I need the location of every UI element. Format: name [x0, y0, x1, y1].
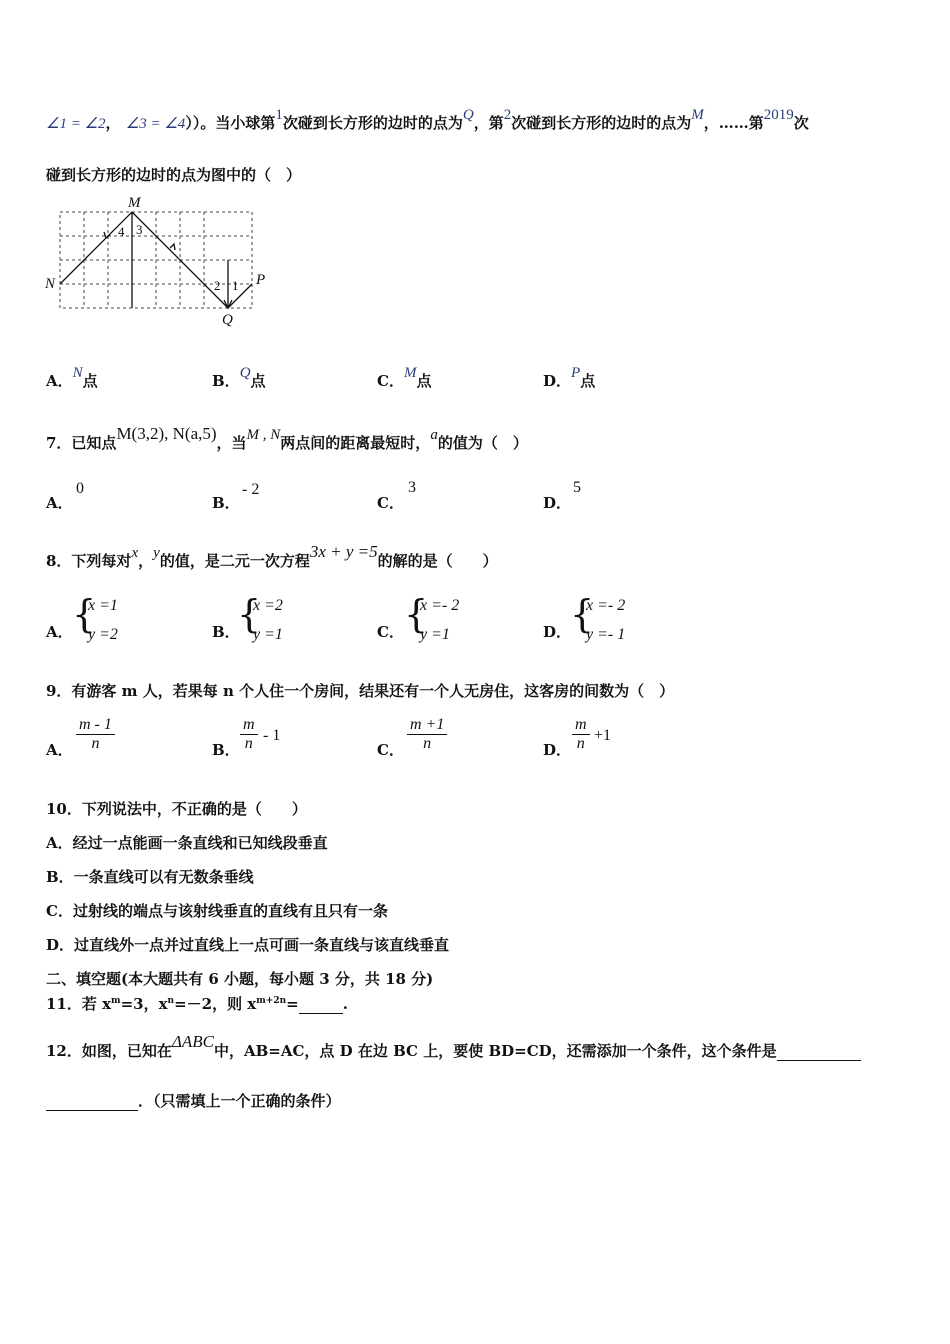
- option-letter: B．: [212, 741, 240, 759]
- q6-n3: 2019: [763, 107, 794, 123]
- q6-option-d[interactable]: [543, 365, 596, 391]
- q8-option-a-l2: y =2: [88, 626, 118, 643]
- q8-stem: [46, 542, 498, 571]
- q9-option-d-fraction: [572, 716, 590, 753]
- q8-suffix: 的解的是（ ）: [377, 552, 498, 570]
- fraction-numerator: m - 1: [76, 716, 115, 735]
- q10-stem: 10．下列说法中，不正确的是（ ）: [46, 800, 307, 818]
- option-suffix: 点: [416, 372, 432, 390]
- q7-mn: M , N: [246, 427, 281, 443]
- q12-triangle: ΔABC: [171, 1032, 214, 1051]
- q6-text3: ，第: [473, 114, 504, 132]
- q11-e2: n: [167, 996, 175, 1006]
- q12-line2: [46, 1090, 341, 1111]
- option-letter: C．: [377, 494, 404, 512]
- q8-option-a-l1: x =1: [88, 597, 118, 614]
- q8-option-c-l2: y =1: [420, 626, 450, 643]
- q8-mid: 的值，是二元一次方程: [159, 552, 310, 570]
- fraction-numerator: m: [240, 716, 258, 735]
- fig-label-P: P: [256, 272, 266, 288]
- q9-option-a[interactable]: [46, 739, 73, 760]
- option-letter: B．: [212, 372, 240, 390]
- q7-mid: ，当: [216, 434, 247, 452]
- q9-option-c[interactable]: [377, 739, 404, 760]
- q6-text2: 次碰到长方形的边时的点为: [282, 114, 463, 132]
- option-var: N: [72, 365, 83, 381]
- option-letter: D．: [543, 623, 572, 641]
- q8-prefix: 8．下列每对: [46, 552, 132, 570]
- q10-option-b[interactable]: B．一条直线可以有无数条垂线: [46, 868, 254, 886]
- q6-pM: M: [691, 107, 704, 123]
- q6-text4: 次碰到长方形的边时的点为: [511, 114, 692, 132]
- option-suffix: 点: [580, 372, 596, 390]
- q7-text: 两点间的距离最短时，: [280, 434, 431, 452]
- option-letter: D．: [543, 494, 572, 512]
- q8-option-c[interactable]: [377, 621, 404, 642]
- q6-line2: 碰到长方形的边时的点为图中的（ ）: [46, 166, 302, 184]
- q10-option-a[interactable]: A．经过一点能画一条直线和已知线段垂直: [46, 834, 328, 852]
- q7-option-b[interactable]: [212, 492, 240, 513]
- q7-stem: [46, 424, 528, 453]
- option-letter: A．: [46, 623, 73, 641]
- q10-option-d[interactable]: D．过直线外一点并过直线上一点可画一条直线与该直线垂直: [46, 936, 450, 954]
- q6-pQ: Q: [462, 107, 474, 123]
- q7-option-a[interactable]: [46, 492, 73, 513]
- q6-text1: ））。当小球第: [185, 114, 276, 132]
- q8-option-b-l2: y =1: [253, 626, 283, 643]
- q8-comma: ，: [138, 552, 154, 570]
- fig-label-4: 4: [118, 224, 125, 239]
- q11-p1: 11．若 x: [46, 995, 112, 1013]
- q6-figure: [44, 192, 284, 336]
- option-letter: B．: [212, 623, 240, 641]
- q8-option-c-l1: x =- 2: [420, 597, 460, 614]
- q7-option-b-value: - 2: [242, 481, 260, 498]
- q8-option-b[interactable]: [212, 621, 240, 642]
- brace-icon: {: [72, 592, 97, 636]
- fraction-denominator: n: [576, 735, 585, 752]
- brace-icon: {: [237, 592, 262, 636]
- option-letter: C．: [377, 372, 404, 390]
- q11-p2: =3，x: [120, 995, 168, 1013]
- fig-label-1: 1: [232, 278, 239, 293]
- rectangle-grid-diagram: [44, 192, 284, 332]
- option-suffix: 点: [250, 372, 266, 390]
- fraction-denominator: n: [91, 735, 100, 752]
- q6-text5: ，……第: [703, 114, 764, 132]
- option-letter: A．: [46, 494, 73, 512]
- q7-option-c[interactable]: [377, 492, 404, 513]
- q8-option-b-l1: x =2: [253, 597, 283, 614]
- option-letter: C．: [377, 623, 404, 641]
- q11-p5: .: [342, 995, 348, 1013]
- fraction-denominator: n: [423, 735, 432, 752]
- q12-answer-blank-2[interactable]: [46, 1092, 138, 1111]
- q7-prefix: 7．已知点: [46, 434, 117, 452]
- q6-text6: 次: [793, 114, 809, 132]
- q11-e3: m+2n: [256, 996, 287, 1006]
- dashed-grid: [60, 212, 252, 308]
- q6-comma1: ，: [105, 114, 121, 132]
- q8-y: y: [153, 545, 160, 561]
- q9-option-b[interactable]: [212, 739, 240, 760]
- q6-option-a[interactable]: [46, 365, 98, 391]
- q9-option-a-fraction: [76, 716, 115, 753]
- q7-option-a-value: 0: [76, 480, 84, 497]
- q8-option-d[interactable]: [543, 621, 571, 642]
- q9-option-d[interactable]: [543, 739, 571, 760]
- q9-option-b-tail: - 1: [263, 727, 281, 744]
- option-suffix: 点: [82, 372, 98, 390]
- q11-e1: m: [111, 996, 121, 1006]
- option-letter: D．: [543, 741, 572, 759]
- q7-option-c-value: 3: [408, 479, 416, 496]
- q9-stem: 9．有游客 m 人，若果每 n 个人住一个房间，结果还有一个人无房住，这客房的间数为（ ）: [46, 682, 675, 700]
- q9-option-b-fraction: [240, 716, 258, 753]
- option-letter: A．: [46, 372, 73, 390]
- q12-line1: [46, 1032, 861, 1061]
- q7-option-d[interactable]: [543, 492, 571, 513]
- fraction-numerator: m +1: [407, 716, 447, 735]
- q7-suffix: 的值为（ ）: [437, 434, 528, 452]
- fraction-numerator: m: [572, 716, 590, 735]
- q12-prefix: 12．如图，已知在: [46, 1042, 172, 1060]
- option-var: M: [403, 365, 417, 381]
- q12-line2-suffix: ．（只需填上一个正确的条件）: [138, 1092, 341, 1110]
- q8-x: x: [131, 545, 139, 561]
- q8-option-d-l1: x =- 2: [586, 597, 626, 614]
- option-letter: A．: [46, 741, 73, 759]
- q11-p3: =－2，则 x: [174, 995, 257, 1013]
- q12-text: 中，AB=AC，点 D 在边 BC 上，要使 BD=CD，还需添加一个条件，这个条件是: [213, 1042, 777, 1060]
- q11-stem: [46, 993, 348, 1014]
- option-letter: C．: [377, 741, 404, 759]
- q7-option-d-value: 5: [573, 479, 581, 496]
- q8-option-d-l2: y =- 1: [586, 626, 626, 643]
- q11-answer-blank[interactable]: [299, 995, 343, 1014]
- option-var: P: [571, 365, 581, 381]
- q11-p4: =: [286, 995, 299, 1013]
- q10-option-c[interactable]: C．过射线的端点与该射线垂直的直线有且只有一条: [46, 902, 388, 920]
- fig-label-Q: Q: [222, 312, 233, 328]
- q6-option-b[interactable]: [212, 365, 266, 391]
- q6-angle12: ∠1 = ∠2: [46, 116, 106, 132]
- q6-angle34: ∠3 = ∠4: [125, 116, 186, 132]
- fig-label-3: 3: [136, 222, 143, 237]
- q12-answer-blank-1[interactable]: [777, 1042, 861, 1061]
- q7-a: a: [430, 427, 438, 443]
- fig-label-N: N: [45, 276, 56, 292]
- option-var: Q: [239, 365, 251, 381]
- brace-icon: {: [404, 592, 429, 636]
- q8-equation: 3x + y =5: [309, 542, 378, 561]
- q6-option-c[interactable]: [377, 365, 432, 391]
- q6-n1: 1: [275, 107, 283, 123]
- q6-n2: 2: [503, 107, 512, 123]
- q7-points: M(3,2), N(a,5): [116, 424, 217, 443]
- q9-option-c-fraction: [407, 716, 447, 753]
- section-heading: 二、填空题(本大题共有 6 小题，每小题 3 分，共 18 分): [46, 970, 434, 988]
- option-letter: B．: [212, 494, 240, 512]
- option-letter: D．: [543, 372, 572, 390]
- brace-icon: {: [570, 592, 595, 636]
- q6-line1: [46, 107, 809, 133]
- fig-label-M: M: [128, 195, 141, 211]
- fig-label-2: 2: [214, 278, 221, 293]
- fraction-denominator: n: [244, 735, 253, 752]
- q9-option-d-tail: +1: [594, 727, 612, 744]
- q8-option-a[interactable]: [46, 621, 73, 642]
